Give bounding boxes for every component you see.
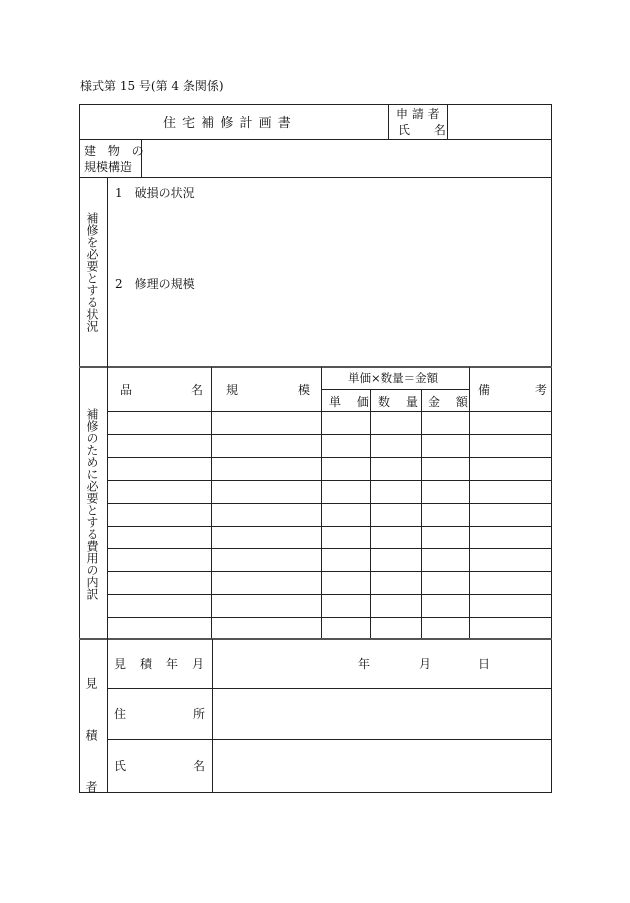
section-divider bbox=[79, 638, 552, 640]
divider bbox=[370, 389, 371, 638]
divider bbox=[107, 177, 108, 793]
header-formula: 単価×数量＝金額 bbox=[348, 371, 439, 385]
form-number-label: 様式第 15 号(第 4 条関係) bbox=[80, 79, 224, 93]
date-year-unit: 年 bbox=[358, 657, 371, 671]
applicant-label-line2: 氏 名 bbox=[398, 123, 456, 137]
divider bbox=[421, 389, 422, 638]
divider bbox=[79, 139, 552, 140]
table-row-line bbox=[107, 480, 552, 481]
table-row-line bbox=[107, 617, 552, 618]
table-row-line bbox=[107, 434, 552, 435]
divider bbox=[107, 688, 552, 689]
table-row-line bbox=[107, 571, 552, 572]
header-amount: 金 額 bbox=[428, 395, 474, 409]
estimate-date-char: 年 bbox=[165, 657, 178, 671]
document-title: 住 宅 補 修 計 画 書 bbox=[163, 116, 292, 131]
building-label-line1: 建 物 の bbox=[84, 144, 148, 158]
divider bbox=[321, 389, 469, 390]
header-remarks-a: 備 bbox=[478, 383, 491, 397]
cost-section-label: 補修のために必要とする費用の内訳 bbox=[85, 408, 99, 600]
estimator-section-label: 見 積 者 bbox=[84, 677, 98, 811]
header-scale-a: 規 bbox=[226, 383, 239, 397]
building-label-line2: 規模構造 bbox=[84, 160, 133, 174]
table-row-line bbox=[107, 503, 552, 504]
date-month-unit: 月 bbox=[419, 657, 432, 671]
table-row-line bbox=[107, 594, 552, 595]
header-quantity: 数 量 bbox=[378, 395, 424, 409]
header-scale-b: 模 bbox=[298, 383, 311, 397]
header-unit-price: 単 価 bbox=[329, 395, 375, 409]
name-label-a: 氏 bbox=[114, 759, 127, 773]
header-remarks-b: 考 bbox=[535, 383, 548, 397]
date-day-unit: 日 bbox=[478, 657, 491, 671]
divider bbox=[388, 104, 389, 139]
table-row-line bbox=[107, 526, 552, 527]
estimate-date-label bbox=[114, 658, 204, 670]
need-section-label: 補修を必要とする状況 bbox=[85, 212, 99, 332]
table-row-line bbox=[107, 457, 552, 458]
table-row-line bbox=[107, 548, 552, 549]
header-item-b: 名 bbox=[191, 383, 204, 397]
estimate-date-char: 積 bbox=[139, 657, 152, 671]
applicant-label-line1: 申 請 者 bbox=[396, 107, 440, 121]
estimate-date-char: 月 bbox=[191, 657, 204, 671]
damage-status-item: 1 破損の状況 bbox=[115, 186, 195, 200]
divider bbox=[79, 177, 552, 178]
form-table bbox=[79, 104, 552, 793]
address-label-a: 住 bbox=[114, 707, 127, 721]
repair-scale-item: 2 修理の規模 bbox=[115, 277, 195, 291]
estimate-date-char: 見 bbox=[114, 657, 127, 671]
header-item-a: 品 bbox=[120, 383, 133, 397]
table-row-line bbox=[107, 411, 552, 412]
address-label-b: 所 bbox=[193, 707, 206, 721]
divider bbox=[107, 739, 552, 740]
divider bbox=[212, 639, 213, 793]
section-divider bbox=[79, 366, 552, 368]
name-label-b: 名 bbox=[193, 759, 206, 773]
